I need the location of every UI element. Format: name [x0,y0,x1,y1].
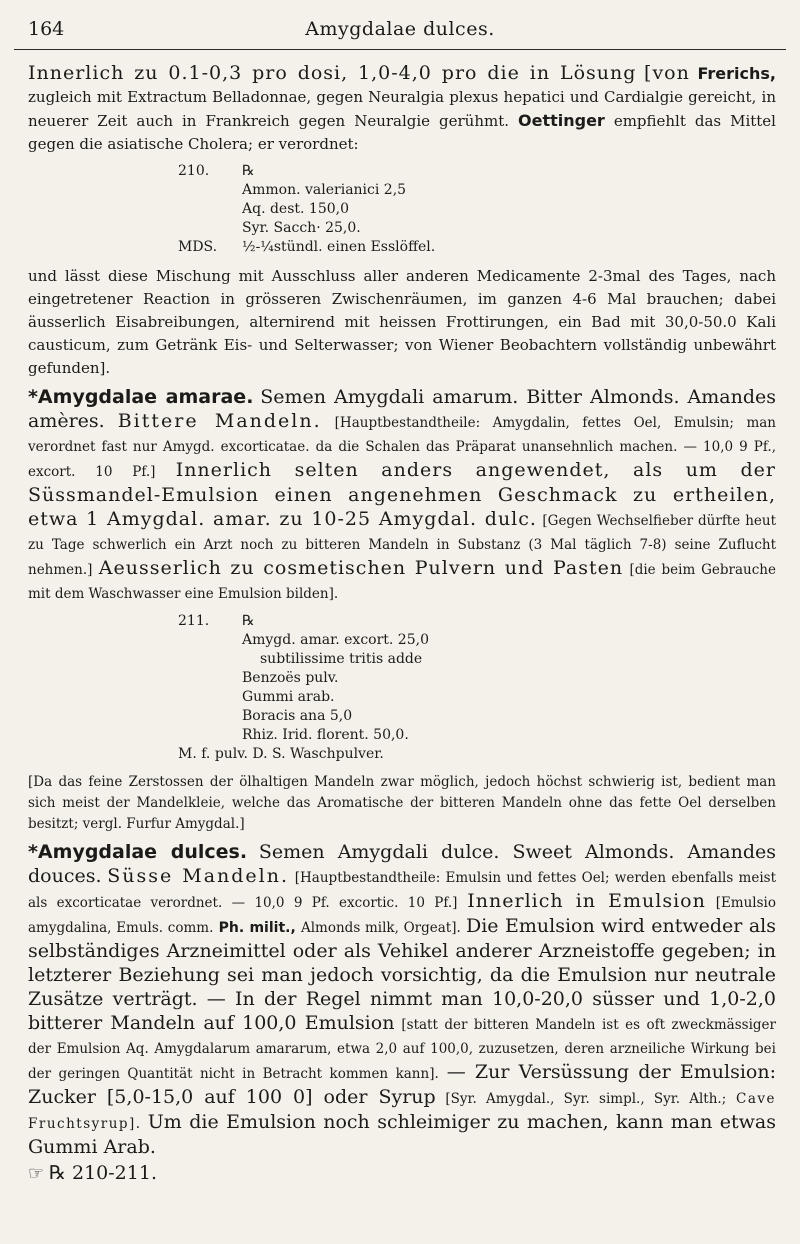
emulsion-text: Die Emulsion wird entweder als selbständiges Arzneimittel oder als Vehikel anderer Arzneistoffe gegeben; in letzterer Beziehung sei man jedoch vorsichtig, da die Emulsion nur neutrale Zusätze verträgt. — In der Regel nimmt man 10,0-20,0 süsser und 1,0-2,0 bitterer Mandeln auf 100,0 Emulsion [28,915,776,1034]
emulsion-note: [statt der bitteren Mandeln ist es oft zweckmässiger der Emulsion Aq. Amygdalarum amararum, etwa 2,0 auf 100,0, zuzusetzen, deren arzneiliche Wirkung bei der geringen Quantität nicht in Betracht kommen kann]. [28,1017,776,1082]
author-frerichs: Frerichs, [697,64,776,83]
recipe-211 [28,612,776,764]
paragraph-mandelkleie: [Da das feine Zerstossen der ölhaltigen Mandeln zwar möglich, jedoch höchst schwierig ist, bedient man sich meist der Mandelkleie, welche das Aromatische der bitteren Mandeln ohne das fette Oel derselben besitzt; vergl. Furfur Amygdal.] [28,774,776,832]
recipe-line: Aq. dest. 150,0 [242,201,350,217]
recipe-line: Syr. Sacch· 25,0. [242,220,361,236]
entry-heading: *Amygdalae dulces. [28,841,248,863]
internal-use: Innerlich in Emulsion [467,890,706,912]
rx-symbol: ℞ [242,613,255,629]
entry-synonyms: Semen Amygdali dulce. Sweet Almonds. Amandes douces. [28,841,776,887]
paragraph-text: empfiehlt das Mittel gegen die asiatische Cholera; er verordnet: [28,112,776,153]
external-use: Aeusserlich zu cosmetischen Pulvern und Pasten [98,557,624,579]
recipe-number: 210. [178,163,210,179]
recipe-line: Rhiz. Irid. florent. 50,0. [242,727,409,743]
bracket-open: [von [644,62,690,84]
recipe-line: Gummi arab. [242,689,335,705]
recipe-210 [28,162,776,257]
page-header [0,18,800,44]
recipe-line: Benzoës pulv. [242,670,339,686]
page-number: 164 [28,18,65,40]
sweetening-text: — Zur Versüssung der Emulsion: Zucker [5,0-15,0 auf 100 0] oder Syrup [28,1061,776,1108]
paragraph-oettinger [28,62,776,156]
rx-symbol: ℞ [242,163,255,179]
gummi-text: Um die Emulsion noch schleimiger zu machen, kann man etwas Gummi Arab. [28,1111,776,1158]
internal-note: [Emulsio amygdalina, Emuls. comm. [28,895,776,936]
paragraph-text: zugleich mit Extractum Belladonnae, gegen Neuralgia plexus hepatici und Cardialgie gereicht, in neuerer Zeit auch in Frankreich gegen Neuralgie gerühmt. [28,88,776,130]
recipe-line: Ammon. valerianici 2,5 [242,182,407,198]
entry-german-name: Süsse Mandeln. [107,865,290,887]
entry-amygdalae-dulces [28,841,776,1160]
recipe-line: Amygd. amar. excort. 25,0 [242,632,429,648]
syrup-note: [Syr. Amygdal., Syr. simpl., Syr. Alth.; [445,1091,727,1107]
recipe-line: Boracis ana 5,0 [242,708,353,724]
crossref-line [28,1162,776,1186]
author-oettinger: Oettinger [518,111,605,130]
header-rule [14,49,786,50]
recipe-signatura: M. f. pulv. D. S. Waschpulver. [178,746,384,762]
external-note: [die beim Gebrauche mit dem Waschwasser eine Emulsion bilden]. [28,562,776,602]
entry-info: [Hauptbestandtheile: Emulsin und fettes Oel; werden ebenfalls meist als excorticatae verordnet. — 10,0 9 Pf. excortic. 10 Pf.] [28,870,776,911]
entry-amygdalae-amarae [28,386,776,606]
internal-use: Innerlich selten anders angewendet, als um der Süssmandel-Emulsion einen angenehmen Geschmack zu ertheilen, etwa 1 Amygdal. amar. zu 10-25 Amygdal. dulc. [28,459,776,530]
entry-heading: *Amygdalae amarae. [28,386,254,408]
internal-note: [Gegen Wechselfieber dürfte heut zu Tage schwerlich ein Arzt noch zu bitteren Mandeln in Substanz (3 Mal täglich 7-8) seine Zuflucht nehmen.] [28,513,776,578]
recipe-number: 211. [178,613,210,629]
page-body [28,62,776,1186]
dosage-text: Innerlich zu 0.1-0,3 pro dosi, 1,0-4,0 pro die in Lösung [28,62,637,84]
pointing-hand-icon: ☞ [28,1163,45,1184]
paragraph-cholera: und lässt diese Mischung mit Ausschluss aller anderen Medicamente 2-3mal des Tages, nach eingetretener Reaction in grösseren Zwischenräumen, im ganzen 4-6 Mal brauchen; dabei äusserlich Eisabreibungen, alternirend mit heissen Frottirungen, ein Bad mit 30,0-50.0 Kali causticum, zum Getränk Eis- und Selterwasser; von Wiener Beobachtern vollständig unbewährt gefunden]. [28,267,776,377]
cave-note: Cave Fruchtsyrup]. [28,1091,776,1132]
entry-german-name: Bittere Mandeln. [117,410,322,432]
crossref-recipes: ℞ 210-211. [48,1162,157,1184]
internal-note: Almonds milk, Orgeat]. [300,920,461,936]
recipe-signatura: ½-¼stündl. einen Esslöffel. [242,239,436,255]
mds-label: MDS. [178,239,218,255]
entry-info: [Hauptbestandtheile: Amygdalin, fettes Oel, Emulsin; man verordnet fast nur Amygd. excorticatae. da die Schalen das Präparat unansehnlich machen. — 10,0 9 Pf., excort. 10 Pf.] [28,415,776,480]
entry-synonyms: Semen Amygdali amarum. Bitter Almonds. Amandes amères. [28,386,776,432]
recipe-line: subtilissime tritis adde [260,651,423,667]
pharmacopoeia-ref: Ph. milit., [218,920,296,936]
running-title: Amygdalae dulces. [305,18,495,40]
